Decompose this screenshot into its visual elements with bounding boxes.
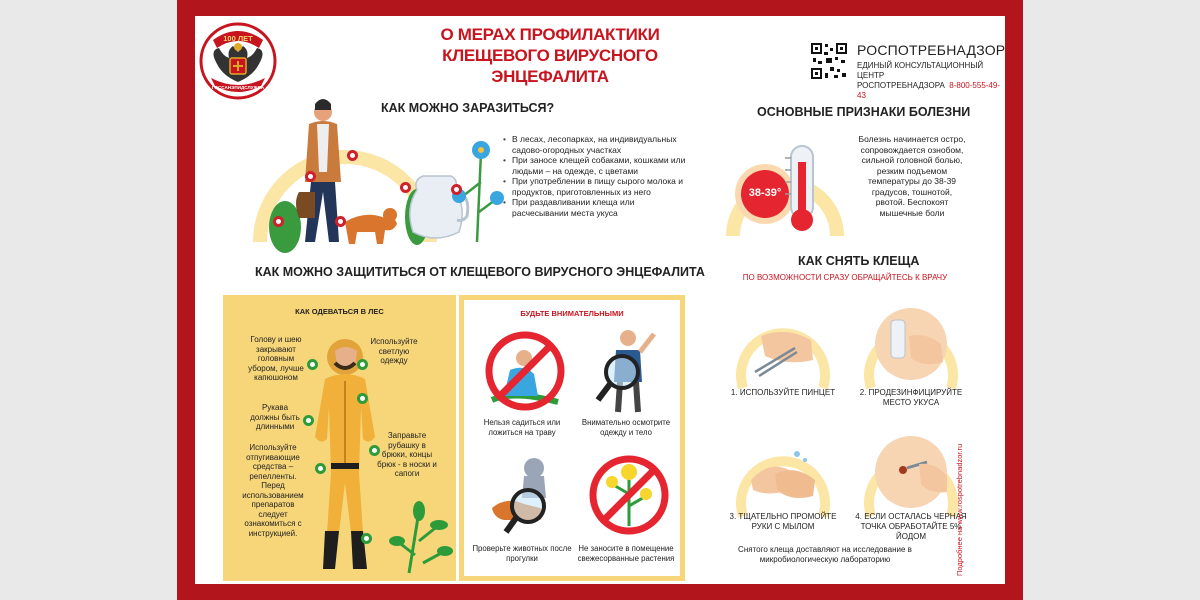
org-contact [857, 61, 1005, 101]
org-line-2: РОСПОТРЕБНАДЗОРА [857, 81, 945, 90]
disinfect-icon [863, 296, 959, 392]
emblem-logo [199, 20, 277, 102]
tip-inspect: Внимательно осмотрите одежду и тело [581, 418, 671, 437]
infection-item: • При употреблении в пищу сырого молока и продуктов, приготовленных из него [503, 176, 693, 197]
dress-tip-tuck: Заправьте рубашку в брюки, концы брюк - в носки и сапоги [377, 431, 437, 478]
dress-tip-light: Используйте светлую одежду [370, 337, 418, 365]
remove-subheading: ПО ВОЗМОЖНОСТИ СРАЗУ ОБРАЩАЙТЕСЬ К ВРАЧУ [742, 273, 948, 282]
tip-plants: Не заносите в помещение свежесорванные растения [577, 544, 675, 563]
org-phone: 8-800-555-49-43 [857, 81, 1000, 100]
qr-code [810, 42, 848, 80]
risk-dot [305, 171, 316, 182]
infection-illustration [245, 92, 505, 262]
org-name: РОСПОТРЕБНАДЗОР [857, 42, 1006, 58]
careful-panel-title: БУДЬТЕ ВНИМАТЕЛЬНЫМИ [520, 309, 624, 318]
risk-dot [451, 184, 462, 195]
no-sitting-icon [484, 330, 566, 412]
risk-dot [335, 216, 346, 227]
careful-panel [459, 295, 685, 581]
risk-dot [400, 182, 411, 193]
remove-footer: Снятого клеща доставляют на исследование в микробиологическую лабораторию [738, 545, 912, 564]
dress-tip-sleeves: Рукава должны быть длинными [250, 403, 300, 431]
title-line-1: О МЕРАХ ПРОФИЛАКТИКИ [440, 25, 660, 44]
risk-dot [347, 150, 358, 161]
tip-no-sit: Нельзя садиться или ложиться на траву [483, 418, 561, 437]
remove-heading: КАК СНЯТЬ КЛЕЩА [798, 254, 920, 268]
remove-step-3: 3. ТЩАТЕЛЬНО ПРОМОЙТЕ РУКИ С МЫЛОМ [729, 512, 837, 531]
iodine-icon [863, 424, 959, 520]
check-dot [357, 393, 368, 404]
org-line-1: ЕДИНЫЙ КОНСУЛЬТАЦИОННЫЙ ЦЕНТР [857, 61, 984, 80]
check-dot [361, 533, 372, 544]
symptoms-text: Болезнь начинается остро, сопровождается ознобом, сильной головной болью, резким подъемом температуры до 38-39 градусов, тошнотой, рвотой. Беспокоят мышечные боли [858, 134, 966, 218]
dress-tip-head: Голову и шею закрывают головным убором, лучше капюшоном [248, 335, 304, 382]
dress-panel-title: КАК ОДЕВАТЬСЯ В ЛЕС [295, 307, 384, 316]
check-dot [315, 463, 326, 474]
wash-hands-icon [735, 424, 831, 520]
no-plants-icon [588, 454, 670, 536]
dress-panel [223, 295, 456, 581]
page-title [395, 24, 705, 87]
infection-item: • В лесах, лесопарках, на индивидуальных садово-огородных участках [503, 134, 693, 155]
risk-dot [273, 216, 284, 227]
emblem-top-text: 100 ЛЕТ [223, 34, 253, 43]
infection-item: • При заносе клещей собаками, кошками или людьми – на одежде, с цветами [503, 155, 693, 176]
check-dot [357, 359, 368, 370]
remove-step-1: 1. ИСПОЛЬЗУЙТЕ ПИНЦЕТ [730, 388, 836, 397]
dress-tip-repellent: Используйте отпугивающие средства – репелленты. Перед использованием препаратов следует ознакомиться с инструкцией. [242, 443, 304, 538]
infection-item: • При раздавливании клеща или расчесывании места укуса [503, 197, 693, 218]
remove-step-4: 4. ЕСЛИ ОСТАЛАСЬ ЧЕРНАЯ ТОЧКА ОБРАБОТАЙТЕ 5% ЙОДОМ [855, 512, 967, 541]
emblem-bottom-text: ГОССАНЭПИДСЛУЖБА [211, 85, 265, 90]
remove-step-2: 2. ПРОДЕЗИНФИЦИРУЙТЕ МЕСТО УКУСА [859, 388, 963, 407]
poster [195, 16, 1005, 584]
temperature-value: 38-39° [748, 187, 782, 199]
tweezers-icon [735, 296, 831, 392]
title-line-2: КЛЕЩЕВОГО ВИРУСНОГО ЭНЦЕФАЛИТА [442, 46, 658, 86]
protect-heading: КАК МОЖНО ЗАЩИТИТЬСЯ ОТ КЛЕЩЕВОГО ВИРУСНОГО ЭНЦЕФАЛИТА [255, 265, 705, 279]
symptoms-heading: ОСНОВНЫЕ ПРИЗНАКИ БОЛЕЗНИ [757, 105, 971, 119]
website-credit[interactable]: Подробнее на www.rospotrebnadzor.ru [955, 443, 964, 576]
plant-icon [389, 501, 453, 575]
inspect-icon [592, 326, 662, 414]
infection-list [503, 134, 693, 218]
tip-pets: Проверьте животных после прогулки [472, 544, 572, 563]
pet-check-icon [484, 456, 566, 538]
infection-heading: КАК МОЖНО ЗАРАЗИТЬСЯ? [381, 101, 555, 115]
check-dot [303, 415, 314, 426]
